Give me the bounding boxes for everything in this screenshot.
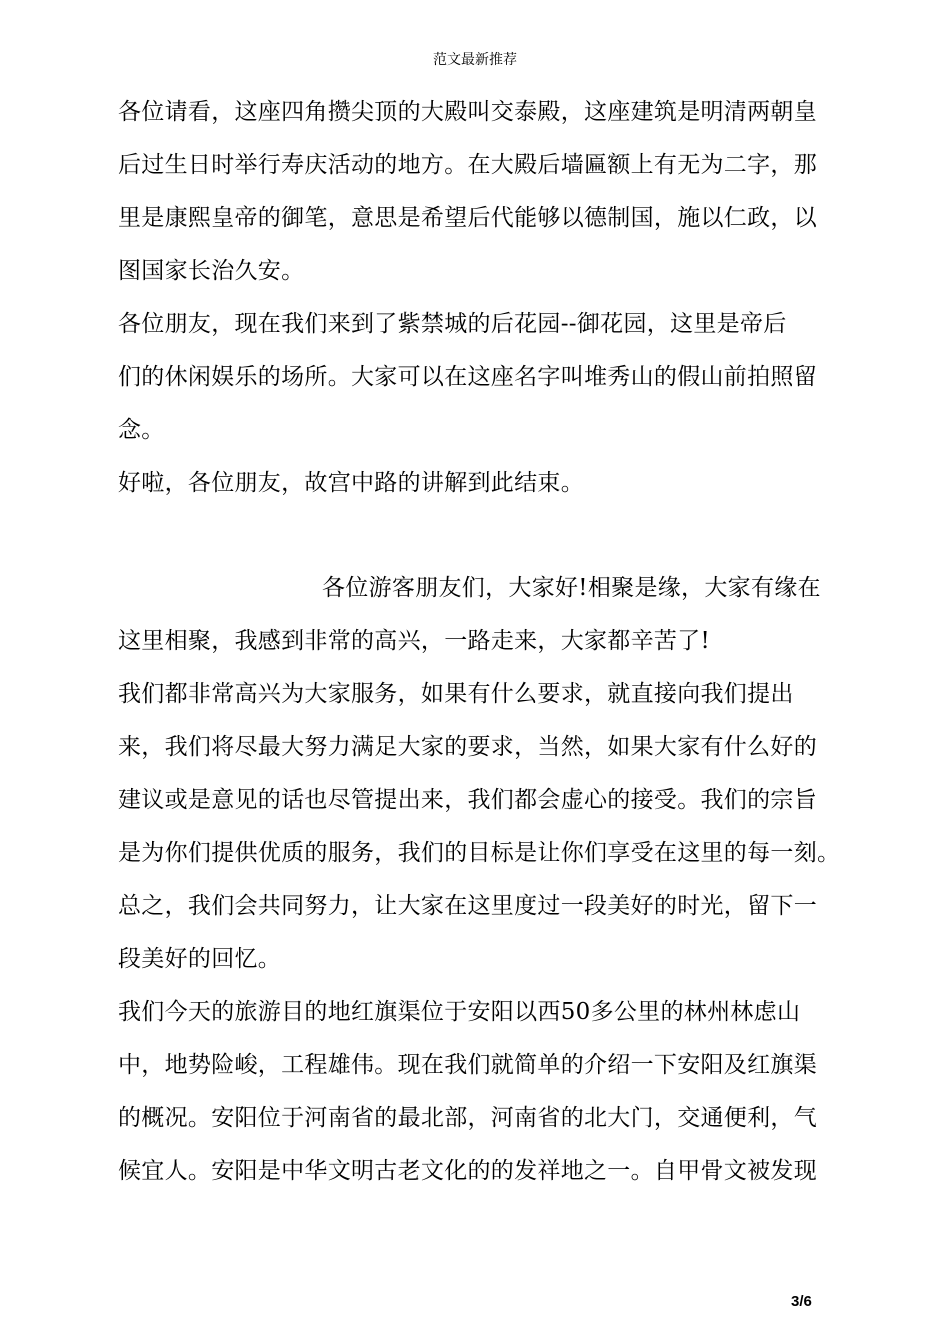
text-line: 各位请看，这座四角攒尖顶的大殿叫交泰殿，这座建筑是明清两朝皇 [118, 99, 817, 125]
page-header-title: 范文最新推荐 [433, 52, 517, 68]
text-line: 图国家长治久安。 [118, 258, 305, 284]
text-line: 各位朋友，现在我们来到了紫禁城的后花园--御花园，这里是帝后 [118, 311, 787, 337]
text-line: 我们都非常高兴为大家服务，如果有什么要求，就直接向我们提出 [118, 681, 794, 707]
text-line: 的概况。安阳位于河南省的最北部，河南省的北大门，交通便利，气 [118, 1105, 817, 1131]
text-line: 段美好的回忆。 [118, 946, 282, 972]
text-line: 好啦，各位朋友，故宫中路的讲解到此结束。 [118, 470, 584, 496]
page-number: 3/6 [791, 1293, 812, 1310]
text-line: 是为你们提供优质的服务，我们的目标是让你们享受在这里的每一刻。 [118, 840, 841, 866]
text-line: 中，地势险峻，工程雄伟。现在我们就简单的介绍一下安阳及红旗渠 [118, 1052, 817, 1078]
text-line: 各位游客朋友们，大家好!相聚是缘，大家有缘在 [322, 575, 821, 601]
text-line: 里是康熙皇帝的御笔，意思是希望后代能够以德制国，施以仁政，以 [118, 205, 817, 231]
text-line: 后过生日时举行寿庆活动的地方。在大殿后墙匾额上有无为二字，那 [118, 152, 817, 178]
text-line: 这里相聚，我感到非常的高兴，一路走来，大家都辛苦了! [118, 628, 711, 654]
text-line: 们的休闲娱乐的场所。大家可以在这座名字叫堆秀山的假山前拍照留 [118, 364, 817, 390]
text-line: 念。 [118, 417, 165, 443]
text-line: 来，我们将尽最大努力满足大家的要求，当然，如果大家有什么好的 [118, 734, 817, 760]
text-line: 建议或是意见的话也尽管提出来，我们都会虚心的接受。我们的宗旨 [118, 787, 817, 813]
text-line: 候宜人。安阳是中华文明古老文化的的发祥地之一。自甲骨文被发现 [118, 1158, 817, 1184]
text-line: 总之，我们会共同努力，让大家在这里度过一段美好的时光，留下一 [118, 893, 817, 919]
text-line: 我们今天的旅游目的地红旗渠位于安阳以西50多公里的林州林虑山 [118, 999, 801, 1025]
